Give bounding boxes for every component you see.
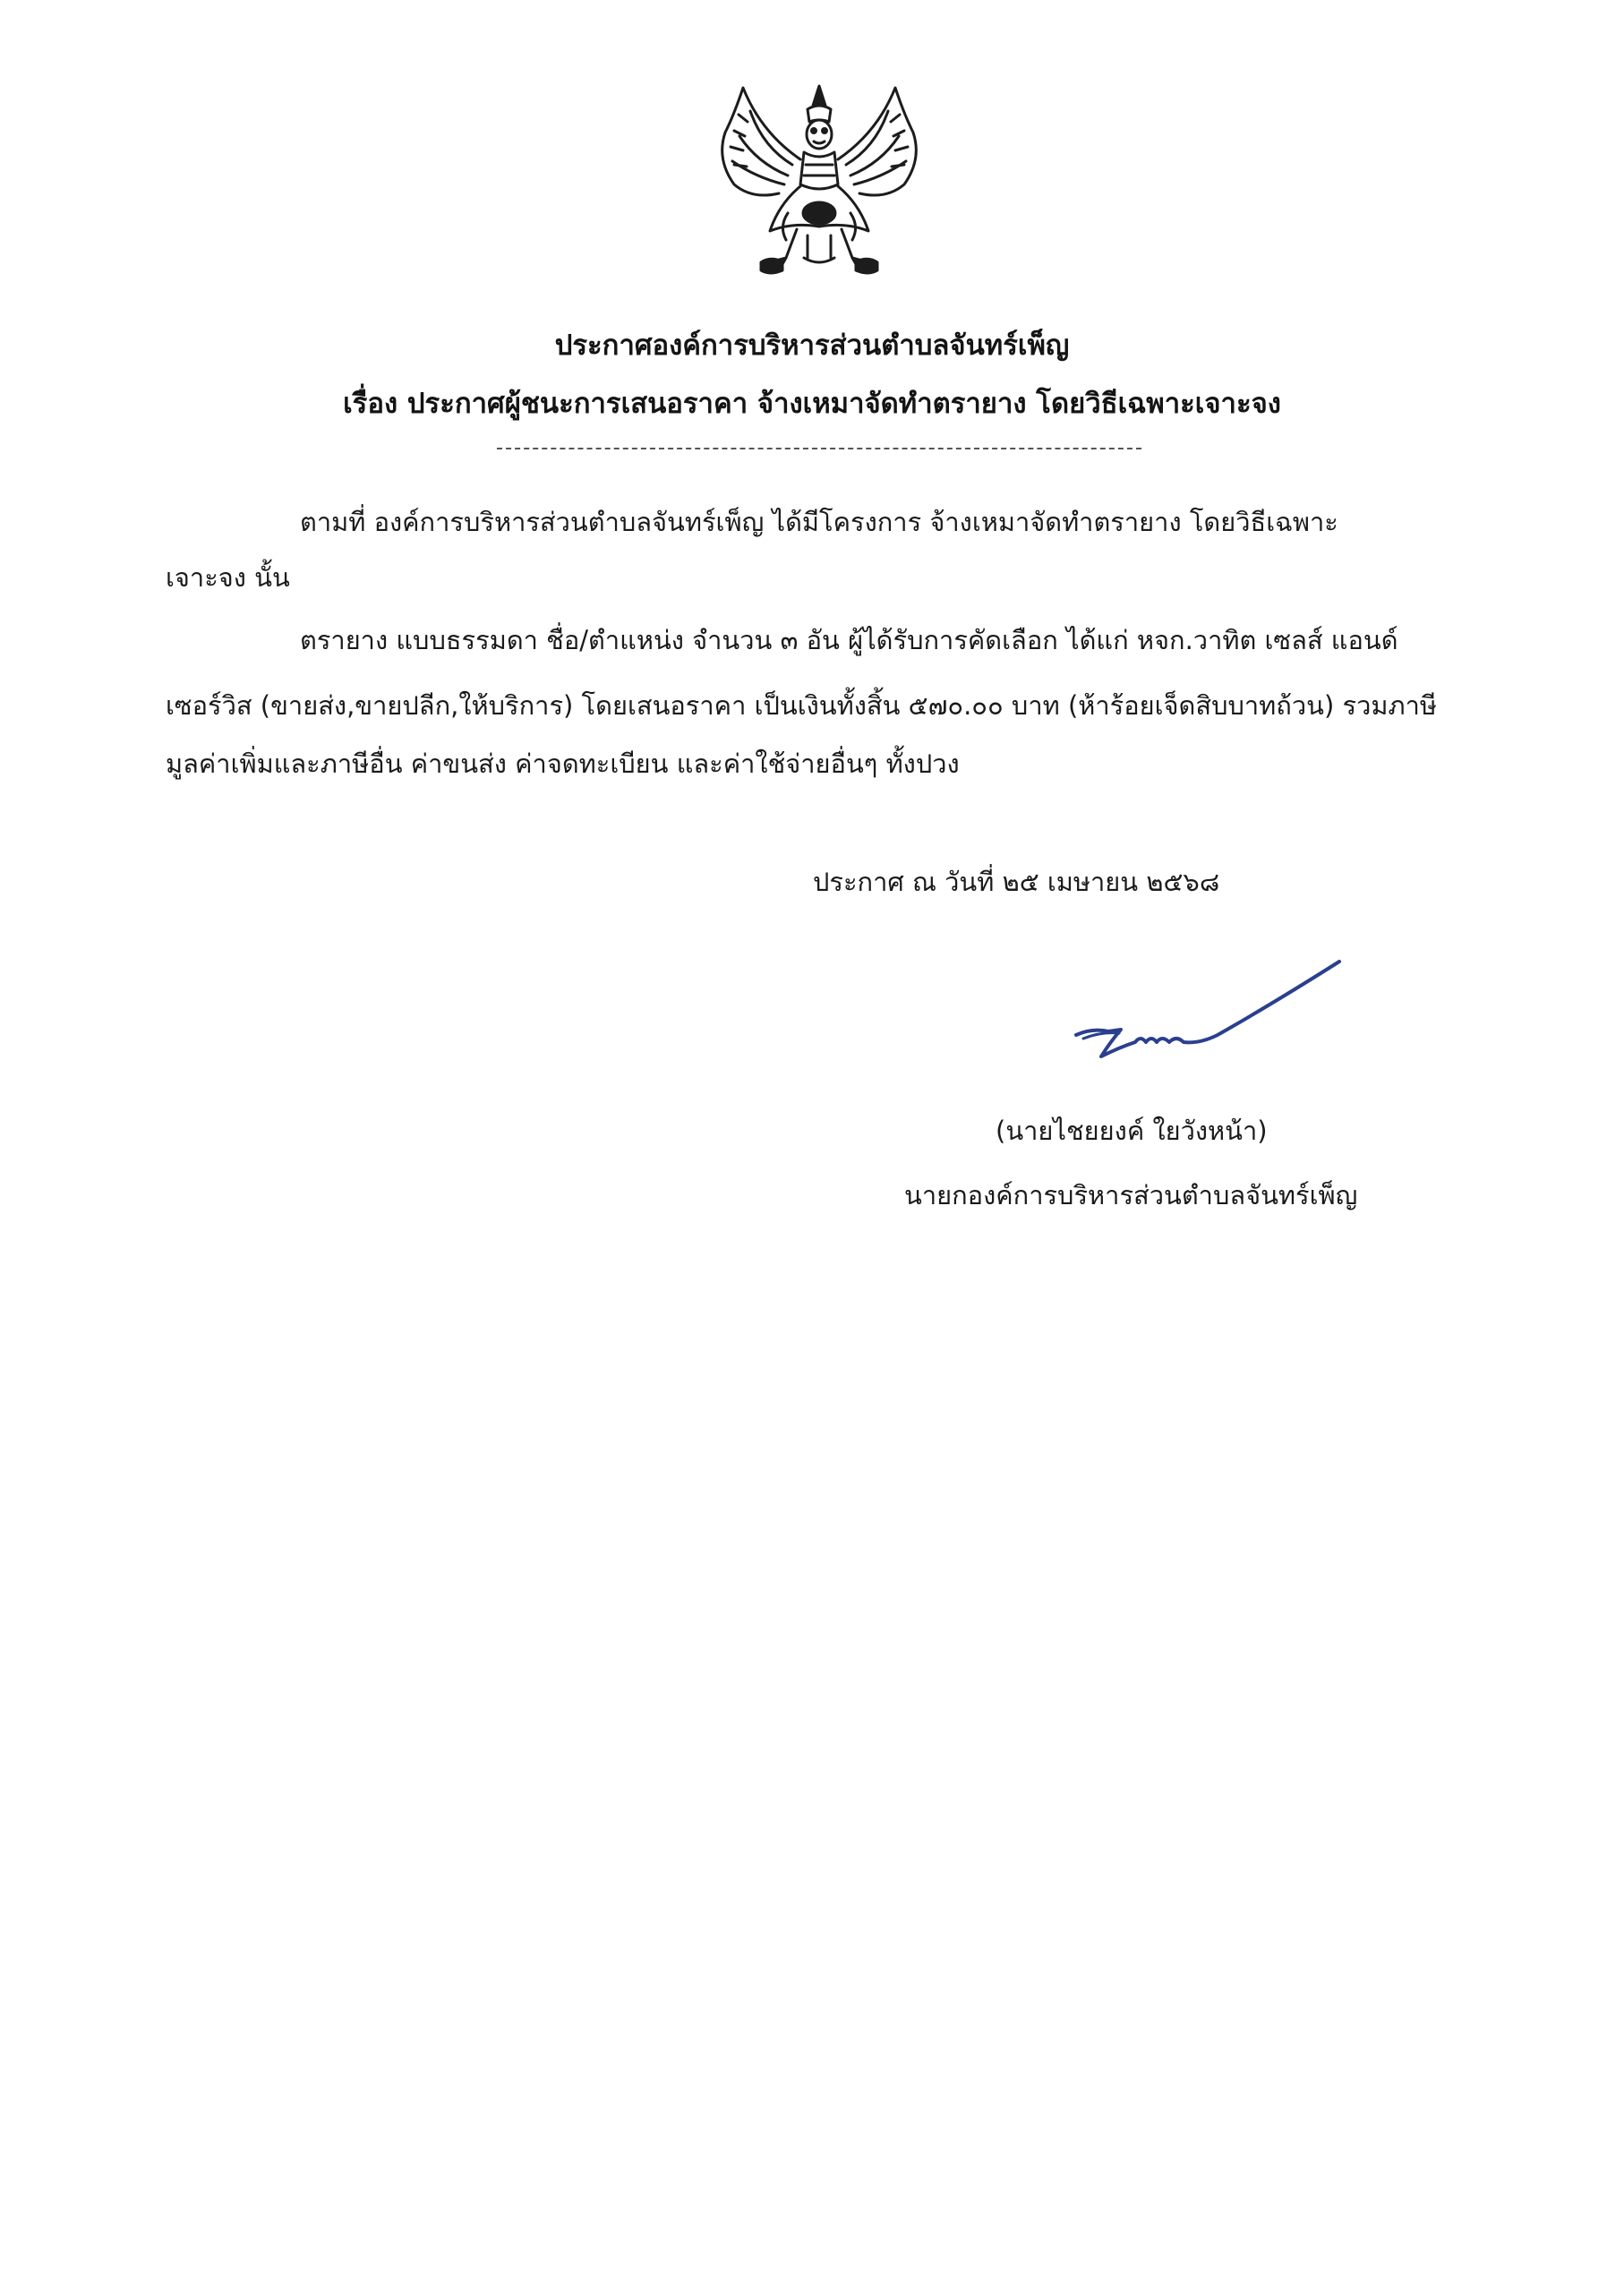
announcement-subject: เรื่อง ประกาศผู้ชนะการเสนอราคา จ้างเหมาจัดทำตรายาง โดยวิธีเฉพาะเจาะจง: [343, 388, 1281, 420]
paragraph-1-line-1: ตามที่ องค์การบริหารส่วนตำบลจันทร์เพ็ญ ได้มีโครงการ จ้างเหมาจัดทำตรายาง โดยวิธีเฉพาะ: [300, 507, 1338, 537]
paragraph-2-line-1: ตรายาง แบบธรรมดา ชื่อ/ตำแหน่ง จำนวน ๓ อัน ผู้ได้รับการคัดเลือก ได้แก่ หจก.วาทิต เซลส์ แอนด์: [300, 625, 1398, 655]
signer-name: (นายไชยยงค์ ใยวังหน้า): [996, 1116, 1268, 1146]
signer-position: นายกองค์การบริหารส่วนตำบลจันทร์เพ็ญ: [904, 1180, 1358, 1210]
announcement-date: ประกาศ ณ วันที่ ๒๕ เมษายน ๒๕๖๘: [813, 867, 1220, 897]
paragraph-2-line-3: มูลค่าเพิ่มและภาษีอื่น ค่าขนส่ง ค่าจดทะเบียน และค่าใช้จ่ายอื่นๆ ทั้งปวง: [166, 748, 960, 779]
garuda-emblem-icon: [707, 79, 931, 294]
handwritten-signature: [1065, 949, 1352, 1065]
announcement-title: ประกาศองค์การบริหารส่วนตำบลจันทร์เพ็ญ: [554, 329, 1070, 362]
paragraph-2-line-2: เซอร์วิส (ขายส่ง,ขายปลีก,ให้บริการ) โดยเสนอราคา เป็นเงินทั้งสิ้น ๕๗๐.๐๐ บาท (ห้าร้อยเจ็ดสิบบาทถ้วน) รวมภาษี: [166, 690, 1437, 721]
paragraph-1-line-2: เจาะจง นั้น: [166, 562, 290, 593]
title-divider: [497, 448, 1141, 449]
